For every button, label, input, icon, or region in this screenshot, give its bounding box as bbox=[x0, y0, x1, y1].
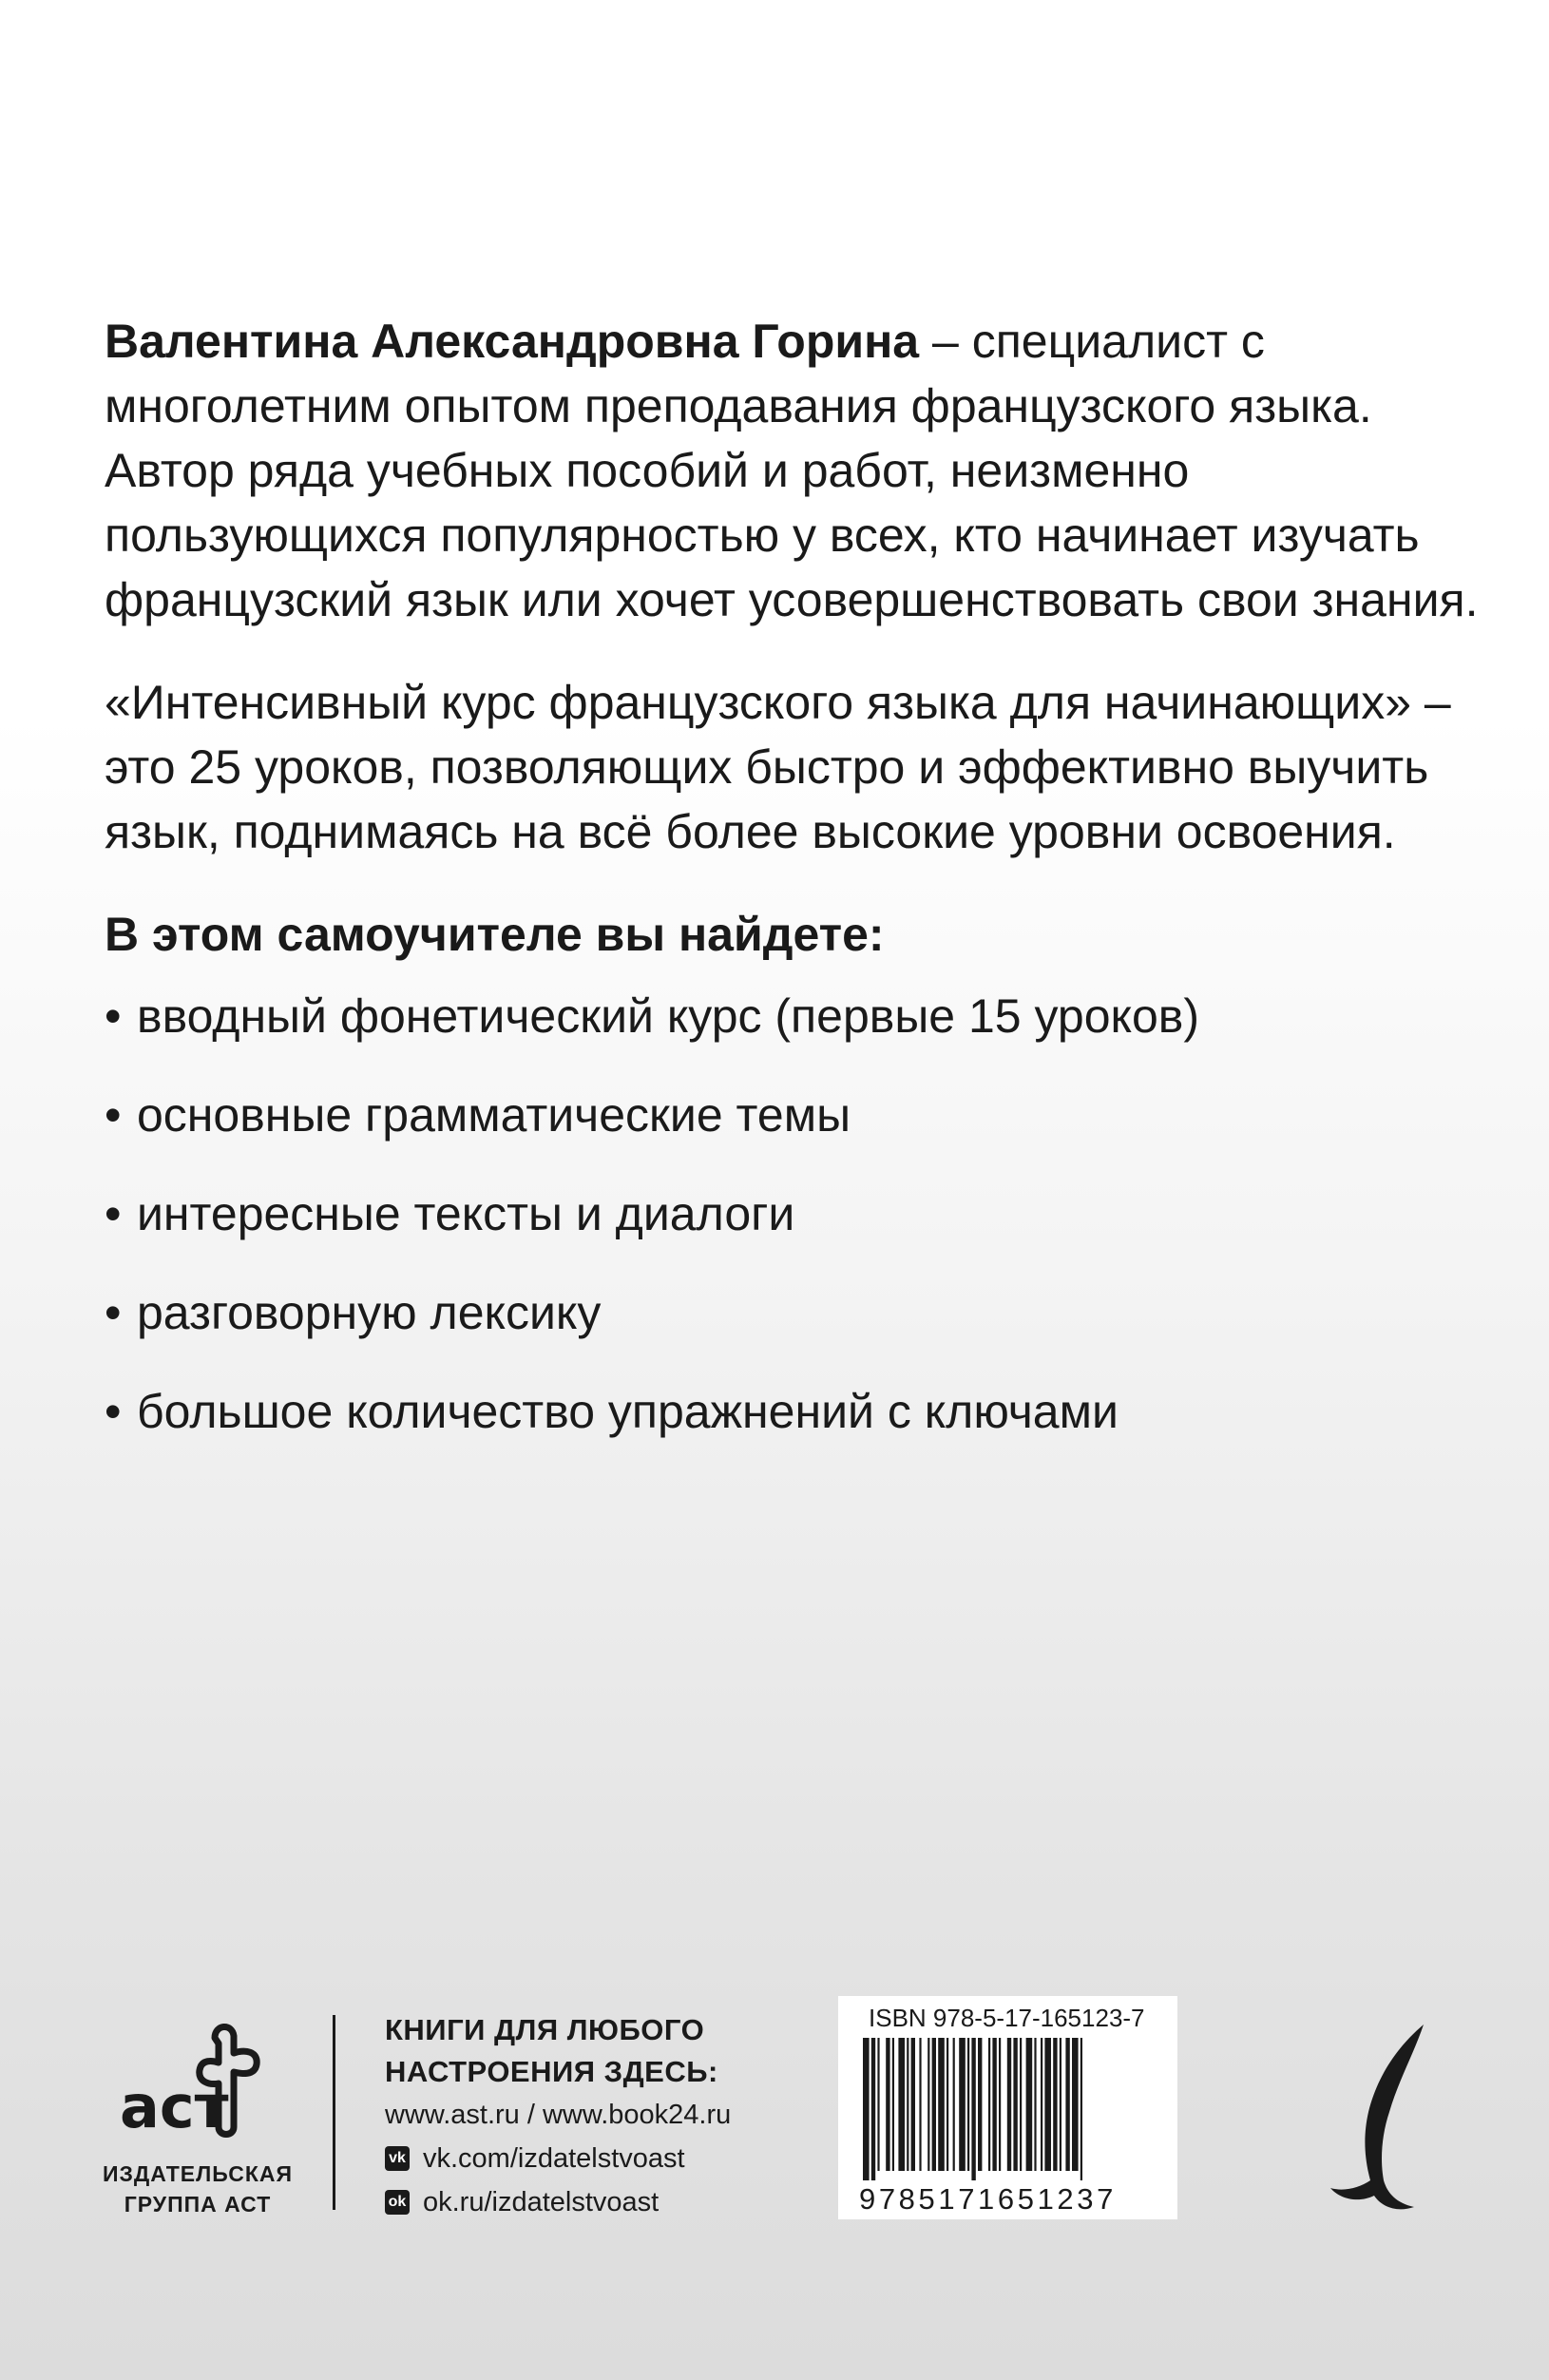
odnoklassniki-icon: ok bbox=[385, 2190, 410, 2215]
vk-icon: vk bbox=[385, 2146, 410, 2171]
course-description: «Интенсивный курс французского языка для начинающих» – это 25 уроков, позволяющих быстро и эффективно выучить язык, поднимаясь на всё более высокие уровни освоения. bbox=[105, 676, 1451, 858]
features-list bbox=[105, 984, 1482, 1444]
isbn-label: ISBN 978-5-17-165123-7 bbox=[869, 2004, 1145, 2032]
list-item: • разговорную лексику bbox=[105, 1280, 1482, 1345]
divider bbox=[333, 2015, 335, 2210]
bullet-glyph: • bbox=[105, 1088, 122, 1142]
barcode-digits: 9785171651237 bbox=[859, 2182, 1117, 2216]
links-heading-2: НАСТРОЕНИЯ ЗДЕСЬ: bbox=[385, 2055, 718, 2088]
author-name: Валентина Александровна Горина bbox=[105, 315, 920, 368]
publisher-logo bbox=[93, 2015, 302, 2219]
logo-text: аст bbox=[120, 2072, 229, 2141]
barcode-bars bbox=[859, 2038, 1161, 2180]
logo-caption: ИЗДАТЕЛЬСКАЯ ГРУППА АСТ bbox=[102, 2161, 294, 2217]
list-item: • интересные тексты и диалоги bbox=[105, 1181, 1482, 1246]
barcode bbox=[838, 1996, 1177, 2219]
list-item: • основные грамматические темы bbox=[105, 1083, 1482, 1147]
vk-link[interactable]: vk vk.com/izdatelstvoast bbox=[385, 2137, 822, 2180]
main-content bbox=[105, 309, 1482, 1478]
author-intro bbox=[105, 309, 1482, 632]
publisher-links bbox=[385, 2009, 822, 2224]
features-heading: В этом самоучителе вы найдете: bbox=[105, 908, 885, 961]
footer bbox=[0, 1996, 1549, 2281]
author-bio: – специалист с многолетним опытом преподавания французского языка. Автор ряда учебных пособий и работ, неизменно пользующихся популярностью у всех, кто начинает изучать французский язык или хочет усовершенствовать свои знания. bbox=[105, 315, 1479, 626]
links-heading-1: КНИГИ ДЛЯ ЛЮБОГО bbox=[385, 2013, 705, 2046]
websites-link[interactable]: www.ast.ru / www.book24.ru bbox=[385, 2100, 732, 2130]
bullet-glyph: • bbox=[105, 1286, 122, 1339]
ast-logo-icon bbox=[103, 2015, 293, 2148]
list-item: • вводный фонетический курс (первые 15 уроков) bbox=[105, 984, 1482, 1048]
ok-link[interactable]: ok ok.ru/izdatelstvoast bbox=[385, 2180, 822, 2224]
bullet-glyph: • bbox=[105, 989, 122, 1043]
bullet-glyph: • bbox=[105, 1187, 122, 1240]
quill-icon bbox=[1311, 2017, 1444, 2226]
bullet-glyph: • bbox=[105, 1385, 122, 1438]
list-item: • большое количество упражнений с ключами bbox=[105, 1379, 1482, 1444]
